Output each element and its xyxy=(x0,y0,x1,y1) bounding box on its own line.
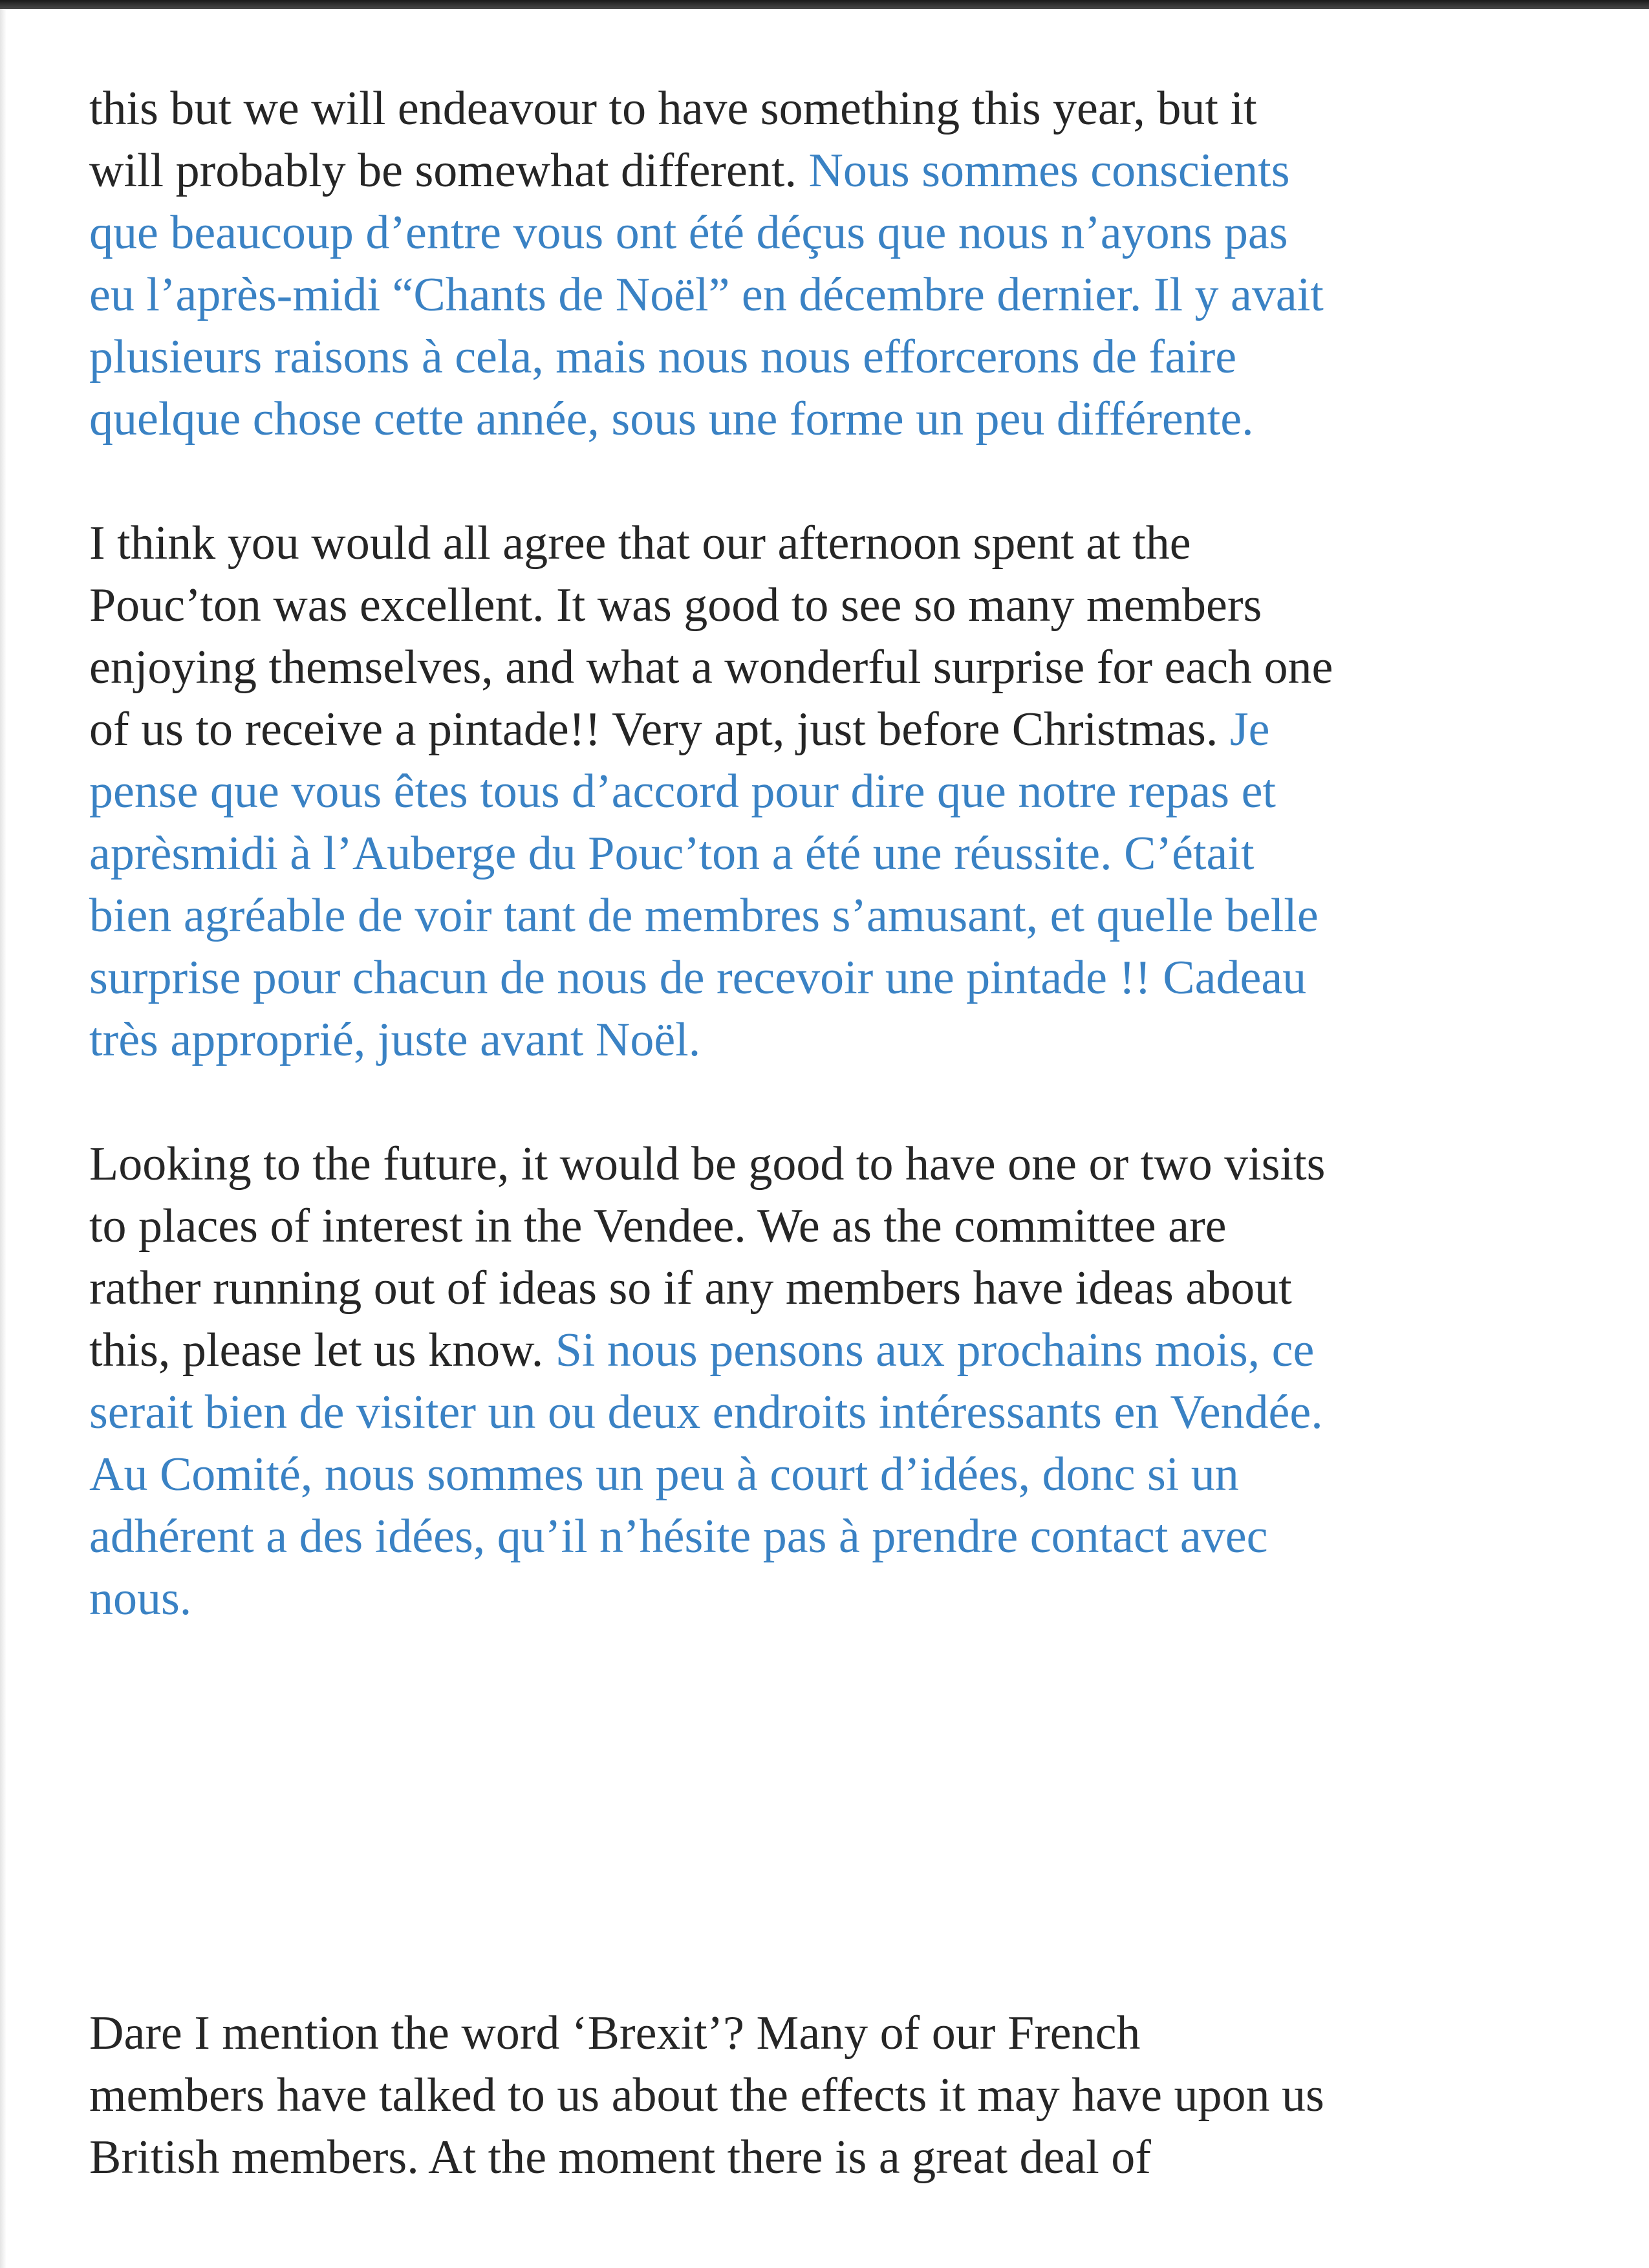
french-translation: Je pense que vous êtes tous d’accord pour dire que notre repas et aprèsmidi à l’Auberge du Pouc’ton a été une réussite. C’était bien agréable de voir tant de membres s’amusant, et quelle belle surprise pour chacun de nous de recevoir une pintade !! Cadeau très approprié, juste avant Noël. xyxy=(89,703,1319,1066)
english-text: Looking to the future, it would be good to have one or two visits to places of interest in the Vendee. We as the committee are rather running out of ideas so if any members have ideas about this, please let us know. xyxy=(89,1138,1326,1377)
paragraph-poucton-afternoon xyxy=(89,512,1333,1071)
french-translation: Nous sommes conscients que beaucoup d’entre vous ont été déçus que nous n’ayons pas eu l’après-midi “Chants de Noël” en décembre dernier. Il y avait plusieurs raisons à cela, mais nous nous efforcerons de faire quelque chose cette année, sous une forme un peu différente. xyxy=(89,144,1324,446)
paragraph-brexit xyxy=(89,2002,1324,2188)
left-scan-edge xyxy=(0,9,6,2268)
french-translation: Si nous pensons aux prochains mois, ce serait bien de visiter un ou deux endroits intéressants en Vendée. Au Comité, nous sommes un peu à court d’idées, donc si un adhérent a des idées, qu’il n’hésite pas à prendre contact avec nous. xyxy=(89,1324,1323,1625)
paragraph-christmas-carols xyxy=(89,78,1324,450)
paragraph-future-visits xyxy=(89,1133,1325,1630)
english-text: this but we will endeavour to have something this year, but it will probably be somewhat different. xyxy=(89,82,1257,197)
english-text: Dare I mention the word ‘Brexit’? Many of our French members have talked to us about the effects it may have upon us British members. At the moment there is a great deal of xyxy=(89,2007,1324,2184)
english-text: I think you would all agree that our afternoon spent at the Pouc’ton was excellent. It was good to see so many members enjoying themselves, and what a wonderful surprise for each one of us to receive a pintade!! Very apt, just before Christmas. xyxy=(89,517,1333,756)
top-scan-border xyxy=(0,0,1649,9)
